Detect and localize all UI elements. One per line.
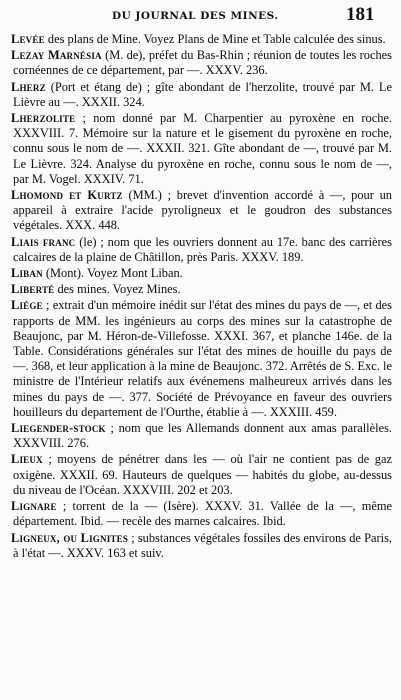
entry-liberte: Liberté des mines. Voyez Mines.	[11, 282, 181, 297]
entry-liais-franc: Liais franc (le) ; nom que les ouvriers donnent au 17e. banc des carrières calcaires de la plaine de Châtillon, près Paris. XXXV. 189.	[11, 234, 392, 264]
entry-lezay: Lezay Marnésia (M. de), préfet du Bas-Rhin ; réunion de toutes les roches cornéennes de ce département, par —. XXXV. 236.	[11, 48, 392, 78]
entry-lherz: Lherz (Port et étang de) ; gîte abondant de l'herzolite, trouvé par M. Le Lièvre au —. XXXII. 324.	[11, 79, 392, 109]
entry-levee: Levée des plans de Mine. Voyez Plans de Mine et Table calculée des sinus.	[11, 32, 386, 46]
index-entries	[10, 32, 392, 562]
entry-lieux: Lieux ; moyens de pénétrer dans les — où l'air ne contient pas de gaz oxigène. XXXII. 69. Hauteurs de quelques — habités du globe, au-dessus du niveau de l'Océan. XXXVIII. 202 et 203.	[11, 452, 392, 497]
entry-liban: Liban (Mont). Voyez Mont Liban.	[11, 266, 183, 281]
entry-liege: Liége ; extrait d'un mémoire inédit sur l'état des mines du pays de —, et des rapports de MM. les ingénieurs au corps des mines sur la catastrophe de Beaujonc, par M. Héron-de-Villefosse. XXXI. 367, et planche 146e. de la Table. Considérations générales sur l'état des mines de houille du pays de —. 368, et leur application à la mine de Beaujonc. 372. Arrêtés de S. Exc. le ministre de l'Intérieur relatifs aux événemens malheureux arrivés dans les mines du pays de —. 377. Société de Prévoyance en faveur des ouvriers houilleurs du departement de l'Ourthe, établie à —. XXXIII. 459.	[11, 298, 392, 419]
entry-liegender-stock: Liegender-stock ; nom que les Allemands donnent aux amas parallèles. XXXVIII. 276.	[11, 421, 392, 451]
entry-lherzolite: Lherzolite ; nom donné par M. Charpentier au pyroxène en roche. XXXVIII. 7. Mémoire sur la nature et le gisement du pyroxène en roche, connu sous le nom de —. XXXII. 321. Gîte abondant de —, trouvé par M. Le Lièvre. 324. Analyse du pyroxène en roche, connu sous le nom de —, par M. Vogel. XXXIV. 71.	[11, 111, 392, 186]
entry-ligneux: Ligneux, ou Lignites ; substances végétales fossiles des environs de Paris, à l'état —. XXXV. 163 et suiv.	[11, 530, 392, 560]
entry-lignare: Lignare ; torrent de la — (Isère). XXXV. 31. Vallée de la —, même département. Ibid. — recèle des marnes calcaires. Ibid.	[11, 499, 392, 529]
running-head: DU JOURNAL DES MINES.	[112, 10, 279, 22]
page-header	[0, 4, 401, 30]
page-number: 181	[346, 4, 375, 25]
entry-lhomond: Lhomond et Kurtz (MM.) ; brevet d'invention accordé à —, pour un appareil à extraire l'acide pyroligneux et le goudron des substances végétales. XXX. 448.	[11, 188, 392, 233]
